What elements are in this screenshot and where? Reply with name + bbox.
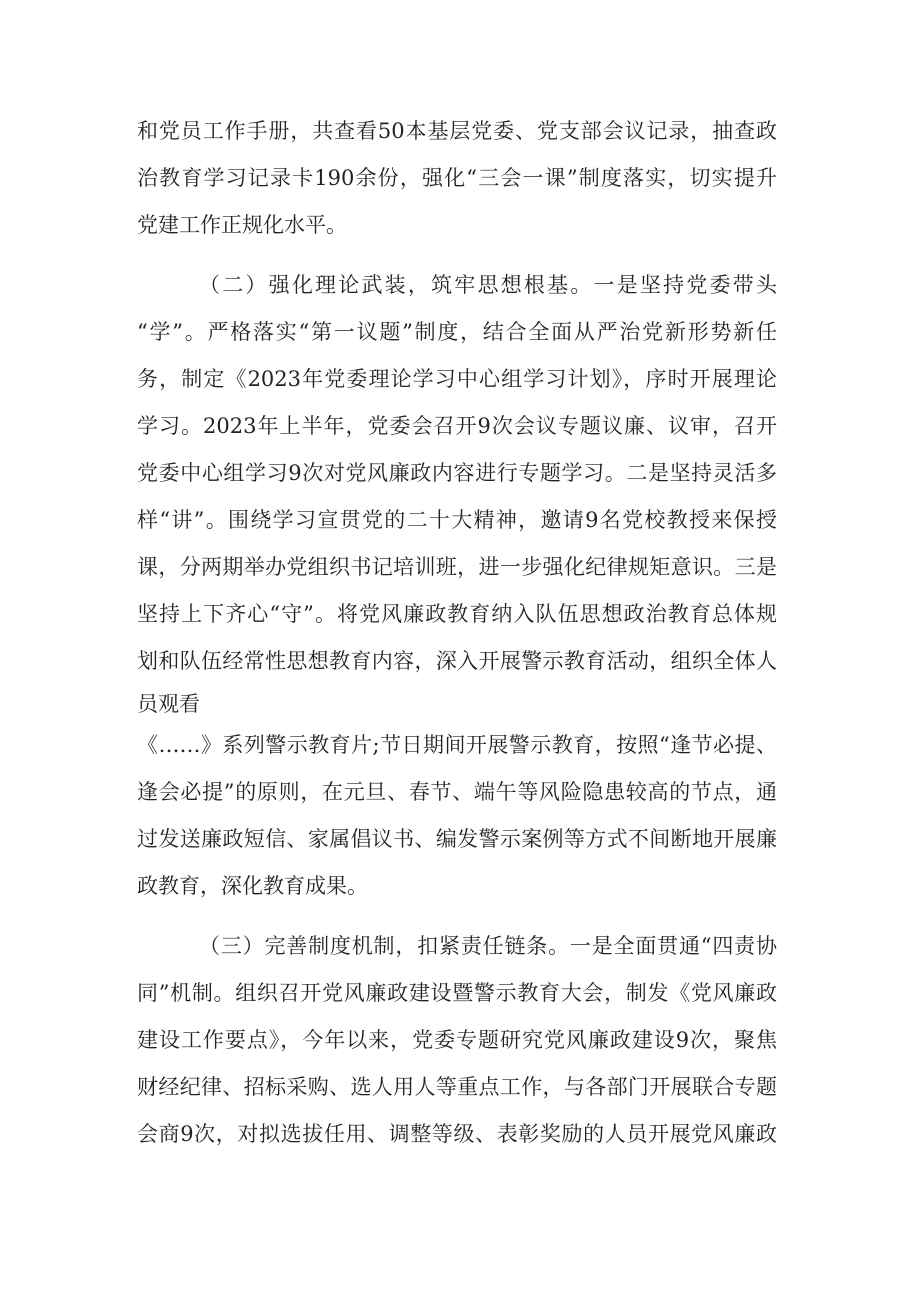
text-line: 务，制定《2023年党委理论学习中心组学习计划》，序时开展理论 (137, 367, 777, 391)
text-line: 政教育，深化教育成果。 (137, 874, 368, 898)
text-line: 财经纪律、招标采购、选人用人等重点工作，与各部门开展联合专题 (137, 1075, 777, 1099)
text-line: 员观看 (137, 692, 200, 716)
text-line: 划和队伍经常性思想教育内容，深入开展警示教育活动，组织全体人 (137, 649, 777, 673)
section-heading-line: （三）完善制度机制，扣紧责任链条。一是全面贯通“四责协 (199, 934, 777, 958)
text-line: 治教育学习记录卡190余份，强化“三会一课”制度落实，切实提升 (137, 166, 777, 190)
section-heading-line: （二）强化理论武装，筑牢思想根基。一是坚持党委带头 (199, 273, 777, 297)
text-line: 坚持上下齐心“守”。将党风廉政教育纳入队伍思想政治教育总体规 (137, 602, 777, 626)
text-line: 党建工作正规化水平。 (137, 213, 347, 237)
text-line: 同”机制。组织召开党风廉政建设暨警示教育大会，制发《党风廉政 (137, 981, 777, 1005)
text-line: 学习。2023年上半年，党委会召开9次会议专题议廉、议审，召开 (137, 414, 777, 438)
text-line: 党委中心组学习9次对党风廉政内容进行专题学习。二是坚持灵活多 (137, 461, 777, 485)
text-line: 会商9次，对拟选拔任用、调整等级、表彰奖励的人员开展党风廉政 (137, 1122, 777, 1146)
text-line: 过发送廉政短信、家属倡议书、编发警示案例等方式不间断地开展廉 (137, 827, 777, 851)
text-line: 逢会必提”的原则，在元旦、春节、端午等风险隐患较高的节点，通 (137, 780, 777, 804)
text-line: 课，分两期举办党组织书记培训班，进一步强化纪律规矩意识。三是 (137, 555, 777, 579)
text-line: “学”。严格落实“第一议题”制度，结合全面从严治党新形势新任 (137, 320, 777, 344)
text-line: 建设工作要点》，今年以来，党委专题研究党风廉政建设9次，聚焦 (137, 1028, 777, 1052)
text-line: 《……》系列警示教育片;节日期间开展警示教育，按照“逢节必提、 (137, 733, 777, 757)
text-line: 样“讲”。围绕学习宣贯党的二十大精神，邀请9名党校教授来保授 (137, 508, 777, 532)
text-line: 和党员工作手册，共查看50本基层党委、党支部会议记录，抽查政 (137, 119, 777, 143)
